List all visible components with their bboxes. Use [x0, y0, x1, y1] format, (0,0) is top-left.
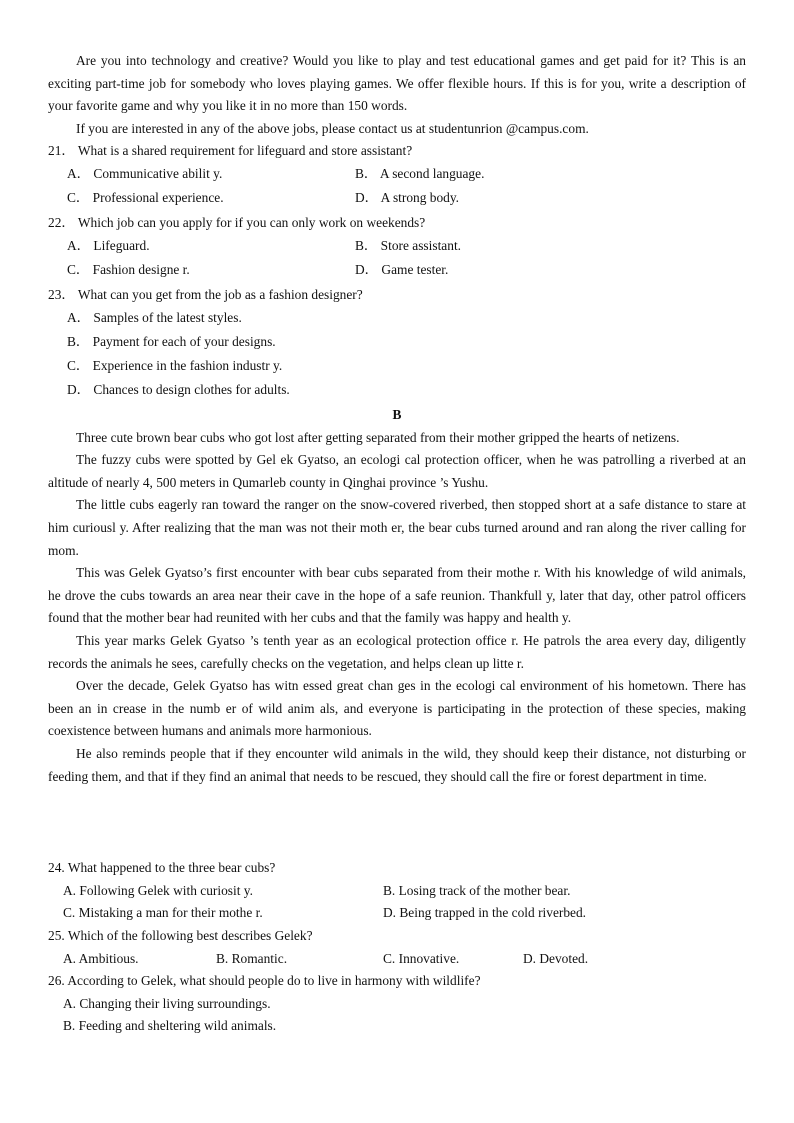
section-heading: B — [392, 407, 402, 422]
option-row — [48, 948, 746, 970]
option-a: A． Samples of the latest styles. — [67, 309, 242, 325]
passage-b-paragraph: Three cute brown bear cubs who got lost after getting separated from their mother gripped the hearts of netizens. — [76, 429, 680, 445]
option-row — [48, 259, 746, 283]
question-23 — [48, 284, 746, 403]
option-c: C. Innovative. — [383, 950, 460, 966]
option-c: C. Mistaking a man for their mothe r. — [63, 904, 263, 920]
question-26 — [48, 970, 746, 1037]
passage-b-paragraph: He also reminds people that if they encounter wild animals in the wild, they should keep their distance, not disturbing or feeding them, and that if they find an animal that needs to be rescued, they should call the fire or forest department in time. — [48, 745, 746, 784]
option-row — [48, 331, 746, 355]
passage-b-paragraph: This was Gelek Gyatso’s first encounter with bear cubs separated from their mothe r. With his knowledge of wild animals, he drove the cubs towards an area near their cave in the hope of a safe reunion. Thankfull y, later that day, other patrol officers found that the mother bear had reunited with her cubs and that the family was happy and health y. — [48, 565, 746, 626]
option-row — [48, 993, 746, 1015]
section-b — [48, 404, 746, 788]
option-row — [48, 235, 746, 259]
question-stem: 21． What is a shared requirement for lifeguard and store assistant? — [48, 143, 413, 158]
question-22 — [48, 212, 746, 283]
option-c: C． Experience in the fashion industr y. — [67, 357, 283, 373]
passage-b-paragraph: The fuzzy cubs were spotted by Gel ek Gyatso, an ecologi cal protection officer, when he was patrolling a riverbed at an altitude of nearly 4, 500 meters in Qumarleb county in Qinghai province ’s Yushu. — [48, 452, 746, 490]
option-row — [48, 355, 746, 379]
passage-a-tail — [48, 50, 746, 140]
question-21 — [48, 140, 746, 211]
question-25 — [48, 925, 746, 970]
option-d: D． A strong body. — [355, 189, 460, 205]
option-row — [48, 880, 746, 902]
question-stem: 22． Which job can you apply for if you can only work on weekends? — [48, 215, 426, 230]
option-d: D. Devoted. — [523, 950, 589, 966]
option-d: D． Chances to design clothes for adults. — [67, 381, 290, 397]
option-b: B． A second language. — [355, 165, 485, 181]
option-row — [48, 163, 746, 187]
option-d: D． Game tester. — [355, 261, 449, 277]
option-b: B． Store assistant. — [355, 237, 462, 253]
option-c: C． Professional experience. — [67, 189, 224, 205]
option-c: C． Fashion designe r. — [67, 261, 190, 277]
option-row — [48, 307, 746, 331]
question-stem: 26. According to Gelek, what should people do to live in harmony with wildlife? — [48, 973, 481, 988]
option-a: A. Ambitious. — [63, 950, 139, 966]
option-b: B. Feeding and sheltering wild animals. — [63, 1017, 277, 1033]
option-row — [48, 902, 746, 924]
option-a: A． Lifeguard. — [67, 237, 150, 253]
option-row — [48, 1015, 746, 1037]
option-row — [48, 187, 746, 211]
option-b: B． Payment for each of your designs. — [67, 333, 276, 349]
option-a: A. Changing their living surroundings. — [63, 995, 271, 1011]
option-b: B. Romantic. — [216, 950, 288, 966]
passage-b-paragraph: Over the decade, Gelek Gyatso has witn essed great chan ges in the ecologi cal environment of his hometown. There has been an in crease in the numb er of wild anim als, and everyone is participating in the protection of these species, making coexistence between humans and animals more harmonious. — [48, 678, 746, 739]
question-24 — [48, 857, 746, 924]
question-stem: 25. Which of the following best describes Gelek? — [48, 928, 313, 943]
passage-a-paragraph: Are you into technology and creative? Would you like to play and test educational games and get paid for it? This is an exciting part-time job for somebody who loves playing games. We offer flexible hours. If this is for you, write a description of your favorite game and why you like it in no more than 150 words. — [48, 53, 746, 114]
option-d: D. Being trapped in the cold riverbed. — [383, 904, 587, 920]
question-stem: 24. What happened to the three bear cubs? — [48, 860, 276, 875]
option-row — [48, 379, 746, 403]
passage-a-contact: If you are interested in any of the above jobs, please contact us at studentunrion @campus.com. — [76, 120, 589, 136]
option-a: A. Following Gelek with curiosit y. — [63, 882, 253, 898]
question-stem: 23． What can you get from the job as a fashion designer? — [48, 287, 363, 302]
option-a: A． Communicative abilit y. — [67, 165, 223, 181]
passage-b-paragraph: The little cubs eagerly ran toward the ranger on the snow-covered riverbed, then stopped short at a safe distance to stare at him curiousl y. After realizing that the man was not their moth er, the bear cubs turned around and ran along the river calling for mom. — [48, 497, 746, 558]
passage-b-paragraph: This year marks Gelek Gyatso ’s tenth year as an ecological protection office r. He patrols the area every day, diligently records the animals he sees, carefully checks on the vegetation, and helps clean up litte r. — [48, 632, 746, 671]
option-b: B. Losing track of the mother bear. — [383, 882, 571, 898]
